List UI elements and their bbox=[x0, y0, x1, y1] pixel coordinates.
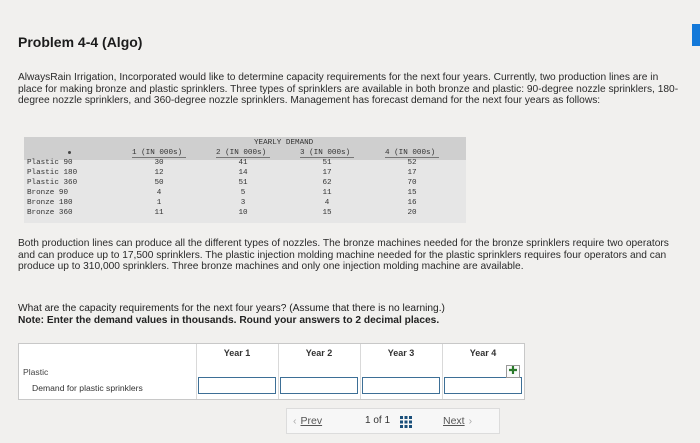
year-3-header: 3 (IN 000s) bbox=[300, 149, 351, 157]
side-accent-tab bbox=[692, 24, 700, 46]
demand-cell: 30 bbox=[154, 159, 164, 167]
answer-table bbox=[18, 343, 525, 400]
problem-title: Problem 4-4 (Algo) bbox=[18, 34, 143, 50]
row-label: Plastic 180 bbox=[27, 169, 78, 177]
demand-cell: 62 bbox=[322, 179, 332, 187]
year-4-header: 4 (IN 000s) bbox=[385, 149, 436, 157]
row-label: Plastic 360 bbox=[27, 179, 78, 187]
question-text: What are the capacity requirements for the next four years? (Assume that there is no learning.) bbox=[18, 303, 445, 314]
demand-cell: 11 bbox=[322, 189, 332, 197]
yearly-demand-header: YEARLY DEMAND bbox=[254, 139, 314, 147]
demand-cell: 41 bbox=[238, 159, 248, 167]
demand-cell: 12 bbox=[154, 169, 164, 177]
bullet-dot bbox=[68, 151, 71, 154]
answer-header-year-3: Year 3 bbox=[387, 348, 415, 358]
year-4-demand-input[interactable] bbox=[444, 377, 522, 394]
row-label-demand: Demand for plastic sprinklers bbox=[32, 383, 143, 393]
plus-icon: ✚ bbox=[508, 365, 518, 377]
demand-cell: 51 bbox=[322, 159, 332, 167]
question-block bbox=[18, 303, 688, 326]
next-button[interactable] bbox=[443, 415, 472, 427]
capacity-paragraph: Both production lines can produce all the different types of nozzles. The bronze machines needed for the bronze sprinklers require two operators and can produce up to 17,500 sprinklers. The plastic injection molding machine needed for the plastic sprinklers requires four operators and can produce up to 310,000 sprinklers. Three bronze machines and only one injection molding machine are available. bbox=[18, 238, 669, 273]
demand-cell: 4 bbox=[156, 189, 162, 197]
total-pages: 1 bbox=[384, 415, 391, 426]
page-indicator bbox=[365, 415, 390, 426]
page-of-label: of bbox=[373, 415, 382, 426]
demand-cell: 16 bbox=[407, 199, 417, 207]
pagination-bar bbox=[286, 408, 500, 434]
next-label: Next bbox=[443, 415, 465, 427]
chevron-left-icon: ‹ bbox=[293, 415, 297, 427]
demand-cell: 50 bbox=[154, 179, 164, 187]
demand-cell: 70 bbox=[407, 179, 417, 187]
add-row-button[interactable] bbox=[506, 365, 520, 378]
demand-cell: 10 bbox=[238, 209, 248, 217]
demand-cell: 51 bbox=[238, 179, 248, 187]
instruction-note: Note: Enter the demand values in thousands. Round your answers to 2 decimal places. bbox=[18, 314, 440, 326]
grid-icon[interactable] bbox=[400, 416, 412, 428]
demand-cell: 14 bbox=[238, 169, 248, 177]
year-2-demand-input[interactable] bbox=[280, 377, 358, 394]
demand-table bbox=[24, 137, 466, 223]
year-3-rule bbox=[300, 157, 354, 158]
answer-header-year-4: Year 4 bbox=[469, 348, 497, 358]
prev-label: Prev bbox=[300, 415, 323, 427]
year-3-demand-input[interactable] bbox=[362, 377, 440, 394]
intro-paragraph: AlwaysRain Irrigation, Incorporated would like to determine capacity requirements for the next four years. Currently, two production lines are in place for making bronze and plastic sprinklers. Three types of sprinklers are available in both bronze and plastic: 90-degree nozzle sprinklers, 180-degree nozzle sprinklers, and 360-degree nozzle sprinklers. Management has forecast demand for the next four years as follows: bbox=[18, 72, 679, 107]
row-label: Bronze 360 bbox=[27, 209, 73, 217]
prev-button[interactable] bbox=[293, 415, 322, 427]
row-label: Bronze 180 bbox=[27, 199, 73, 207]
answer-header-year-1: Year 1 bbox=[223, 348, 251, 358]
year-2-header: 2 (IN 000s) bbox=[216, 149, 267, 157]
demand-cell: 11 bbox=[154, 209, 164, 217]
demand-cell: 4 bbox=[324, 199, 330, 207]
chevron-right-icon: › bbox=[468, 415, 473, 427]
year-1-rule bbox=[132, 157, 186, 158]
year-1-demand-input[interactable] bbox=[198, 377, 276, 394]
demand-cell: 15 bbox=[322, 209, 332, 217]
demand-cell: 15 bbox=[407, 189, 417, 197]
row-label: Plastic 90 bbox=[27, 159, 73, 167]
row-label: Bronze 90 bbox=[27, 189, 69, 197]
demand-cell: 20 bbox=[407, 209, 417, 217]
demand-cell: 52 bbox=[407, 159, 417, 167]
demand-cell: 5 bbox=[240, 189, 246, 197]
year-2-rule bbox=[216, 157, 270, 158]
year-1-header: 1 (IN 000s) bbox=[132, 149, 183, 157]
current-page: 1 bbox=[365, 415, 371, 426]
demand-cell: 3 bbox=[240, 199, 246, 207]
demand-cell: 1 bbox=[156, 199, 162, 207]
year-4-rule bbox=[385, 157, 439, 158]
demand-cell: 17 bbox=[407, 169, 417, 177]
answer-header-year-2: Year 2 bbox=[305, 348, 333, 358]
section-label-plastic: Plastic bbox=[23, 367, 49, 377]
demand-cell: 17 bbox=[322, 169, 332, 177]
